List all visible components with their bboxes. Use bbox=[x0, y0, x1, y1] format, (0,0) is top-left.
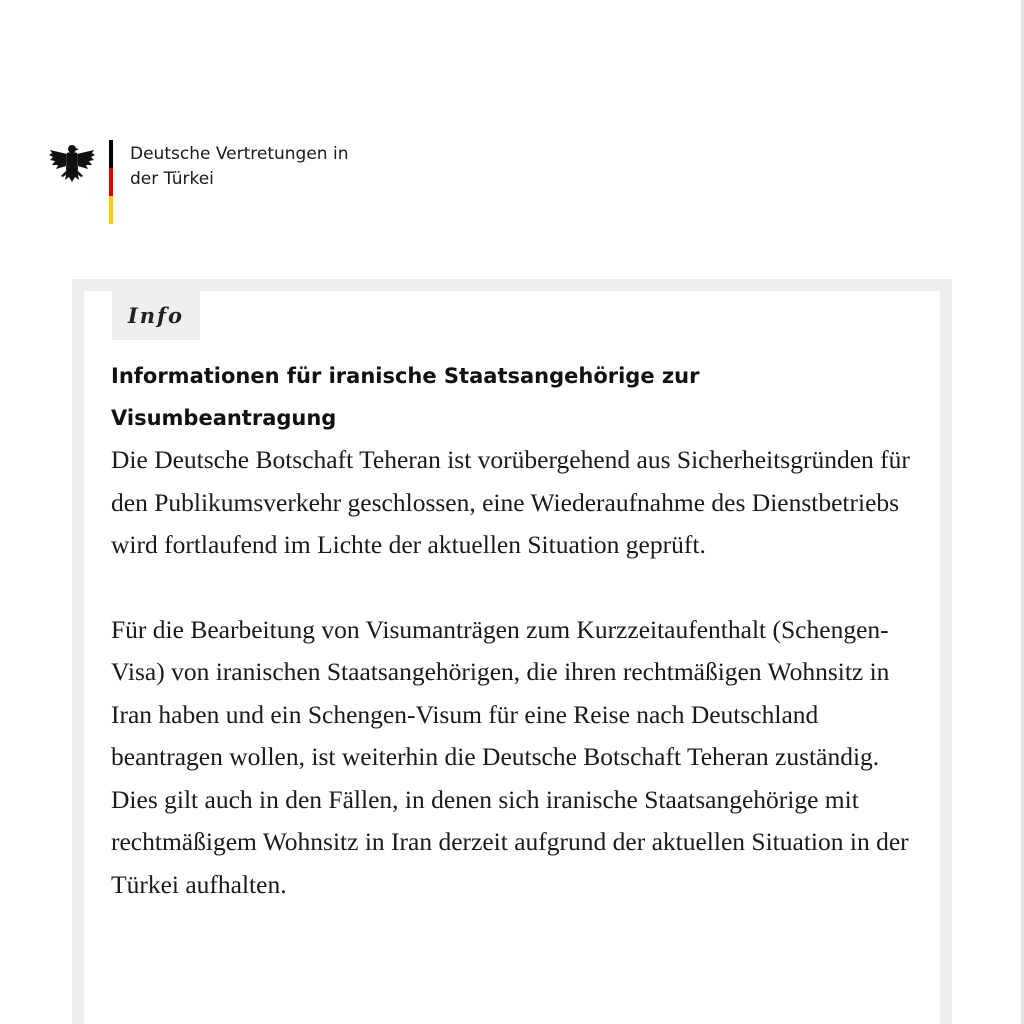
flag-stripe-gold bbox=[109, 196, 113, 224]
info-headline: Informationen für iranische Staatsangehörige zur Visumbeantragung bbox=[111, 364, 700, 430]
info-label: Info bbox=[112, 291, 200, 340]
brand-line-1: Deutsche Vertretungen in bbox=[130, 144, 349, 164]
info-content bbox=[111, 355, 911, 906]
info-box bbox=[72, 279, 952, 1024]
info-paragraph-1: Die Deutsche Botschaft Teheran ist vorübergehend aus Sicherheitsgründen für den Publikumsverkehr geschlossen, eine Wiederaufnahme des Dienstbetriebs wird fortlaufend im Lichte der aktuellen Situation geprüft. bbox=[111, 445, 910, 559]
site-brand-link[interactable] bbox=[130, 142, 390, 192]
flag-stripe-red bbox=[109, 168, 113, 196]
brand-line-2: der Türkei bbox=[130, 169, 214, 189]
federal-eagle-icon[interactable] bbox=[48, 140, 96, 188]
info-paragraph-2: Für die Bearbeitung von Visumanträgen zum Kurzzeitaufenthalt (Schengen-Visa) von iranischen Staatsangehörigen, die ihren rechtmäßigen Wohnsitz in Iran haben und ein Schengen-Visum für eine Reise nach Deutschland beantragen wollen, ist weiterhin die Deutsche Botschaft Teheran zuständig. Dies gilt auch in den Fällen, in denen sich iranische Staatsangehörige mit rechtmäßigem Wohnsitz in Iran derzeit aufgrund der aktuellen Situation in der Türkei aufhalten. bbox=[111, 614, 909, 899]
flag-stripe-black bbox=[109, 140, 113, 168]
flag-bar bbox=[109, 140, 113, 224]
